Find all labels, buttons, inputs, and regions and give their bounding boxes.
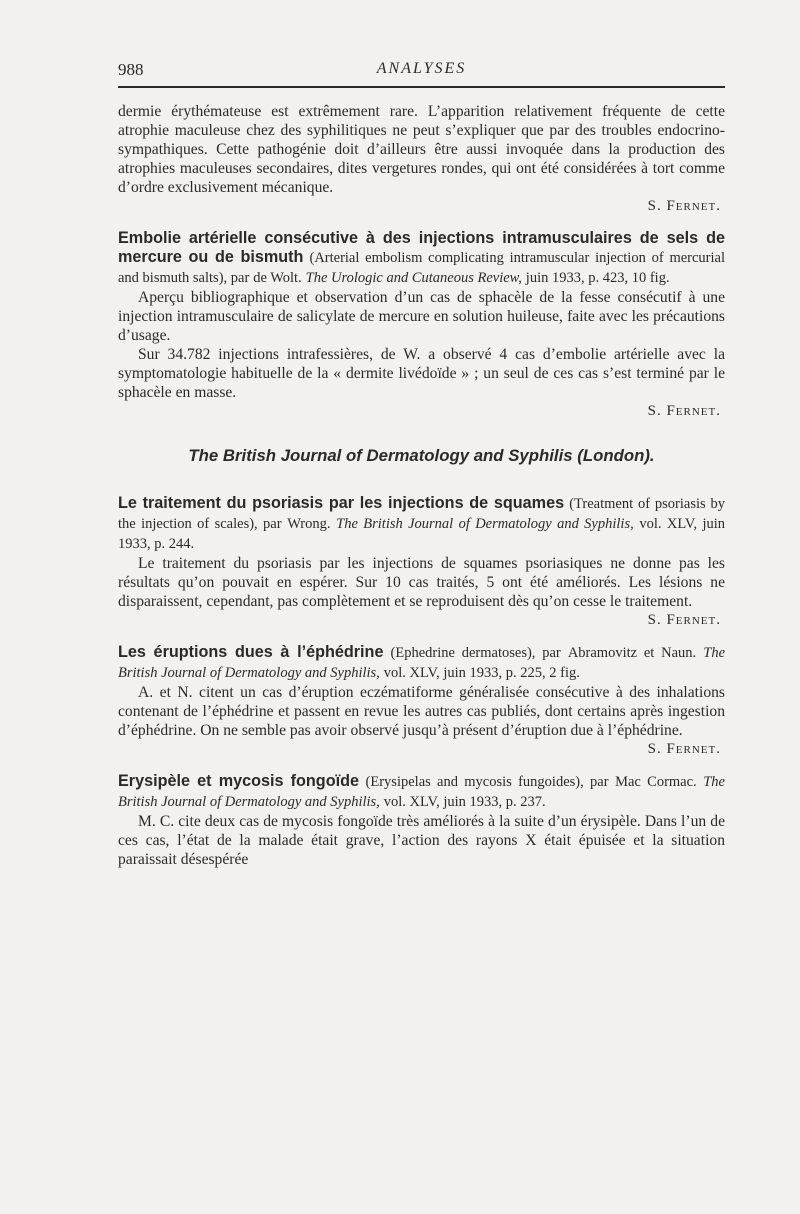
signature-name: Fernet. <box>666 403 721 419</box>
entry-meta: (Erysipelas and mycosis fungoides), par <box>365 774 609 790</box>
signature-name: Fernet. <box>666 198 721 214</box>
page-number: 988 <box>118 60 144 79</box>
entry-citation: vol. XLV, juin 1933, p. 237. <box>383 794 546 810</box>
signature-initial: S. <box>647 612 662 628</box>
review-entry <box>118 772 725 869</box>
signature <box>118 403 721 420</box>
signature-initial: S. <box>647 741 662 757</box>
signature <box>118 198 721 215</box>
entry-heading <box>118 643 725 683</box>
entry-paragraph: Sur 34.782 injections intrafessières, de W. a observé 4 cas d’embolie artérielle avec la symptomatologie habituelle de la « dermite livédoïde » ; un seul de ces cas s’est terminé par le sphacèle en masse. <box>118 346 725 401</box>
entry-journal: The British Journal of Dermatology and Syphilis, <box>118 774 725 810</box>
entry-paragraph: A. et N. citent un cas d’éruption eczématiforme généralisée consécutive à des inhalations contenant de l’éphédrine et passent en revue les autres cas publiés, dont certains après ingestion d’éphédrine. On ne semble pas avoir observé jusqu’à présent d’éruption due à l’éphédrine. <box>118 684 725 739</box>
signature <box>118 741 721 758</box>
intro-paragraph: dermie érythémateuse est extrêmement rare. L’apparition relativement fréquente de cette atrophie maculeuse chez des syphilitiques ne peut s’expliquer que par des troubles endocrino-sympathiques. Cette pathogénie doit d’ailleurs être aussi invoquée dans la production des atrophies maculeuses secondaires, dites vergetures rondes, qui ont été considérées à tort comme d’ordre exclusivement mécanique. <box>118 103 725 196</box>
entry-title: Les éruptions dues à l’éphédrine <box>118 643 384 661</box>
entry-title: Le traitement du psoriasis par les injections de squames <box>118 494 565 512</box>
entry-paragraph: Le traitement du psoriasis par les injections de squames psoriasiques ne donne pas les résultats qu’on pouvait en espérer. Sur 10 cas traités, 5 ont été améliorés. Les lésions ne disparaissent, cependant, pas complètement et se reproduisent dès qu’on cesse le traitement. <box>118 555 725 610</box>
entry-citation: juin 1933, p. 423, 10 fig. <box>525 270 670 286</box>
entry-author: de Wolt. <box>253 270 302 286</box>
entry-heading <box>118 494 725 554</box>
entry-meta: (Arterial embolism complicating intramuscular injection of mercurial and bismuth salts), par <box>118 250 725 286</box>
running-title: ANALYSES <box>376 60 467 77</box>
signature-initial: S. <box>647 403 662 419</box>
entry-journal: The British Journal of Dermatology and Syphilis, <box>336 516 634 532</box>
review-entry <box>118 643 725 758</box>
running-head <box>118 52 725 82</box>
entry-paragraph: M. C. cite deux cas de mycosis fongoïde très améliorés à la suite d’un érysipèle. Dans l’un de ces cas, l’état de la malade était grave, l’action des rayons X était épuisée et la situation paraissait désespérée <box>118 813 725 868</box>
entry-heading <box>118 229 725 288</box>
document-page <box>118 52 725 869</box>
entry-title: Embolie artérielle consécutive à des injections intramusculaires de sels de mercure ou de bismuth <box>118 229 725 266</box>
entry-citation: vol. XLV, juin 1933, p. 244. <box>118 516 726 552</box>
header-rule <box>118 86 725 88</box>
signature-name: Fernet. <box>666 612 721 628</box>
review-entry <box>118 229 725 420</box>
entry-meta: (Treatment of psoriasis by the injection of scales), par <box>118 496 725 532</box>
entry-paragraph: Aperçu bibliographique et observation d’un cas de sphacèle de la fesse consécutif à une injection intramusculaire de salicylate de mercure en solution huileuse, faite avec les précautions d’usage. <box>118 289 725 344</box>
entry-journal: The British Journal of Dermatology and Syphilis, <box>118 645 725 681</box>
entry-citation: vol. XLV, juin 1933, p. 225, 2 fig. <box>383 665 580 681</box>
signature <box>118 612 721 629</box>
entry-author: Mac Cormac. <box>615 774 697 790</box>
signature-name: Fernet. <box>666 741 721 757</box>
entry-journal: The Urologic and Cutaneous Review, <box>305 270 522 286</box>
signature-initial: S. <box>647 198 662 214</box>
entry-heading <box>118 772 725 812</box>
review-entry <box>118 494 725 629</box>
journal-section-heading: The British Journal of Dermatology and Syphilis (London). <box>188 446 655 465</box>
entry-author: Abramovitz et Naun. <box>567 645 697 661</box>
entry-title: Erysipèle et mycosis fongoïde <box>118 772 359 790</box>
entry-meta: (Ephedrine dermatoses), par <box>390 645 561 661</box>
entry-author: Wrong. <box>287 516 331 532</box>
